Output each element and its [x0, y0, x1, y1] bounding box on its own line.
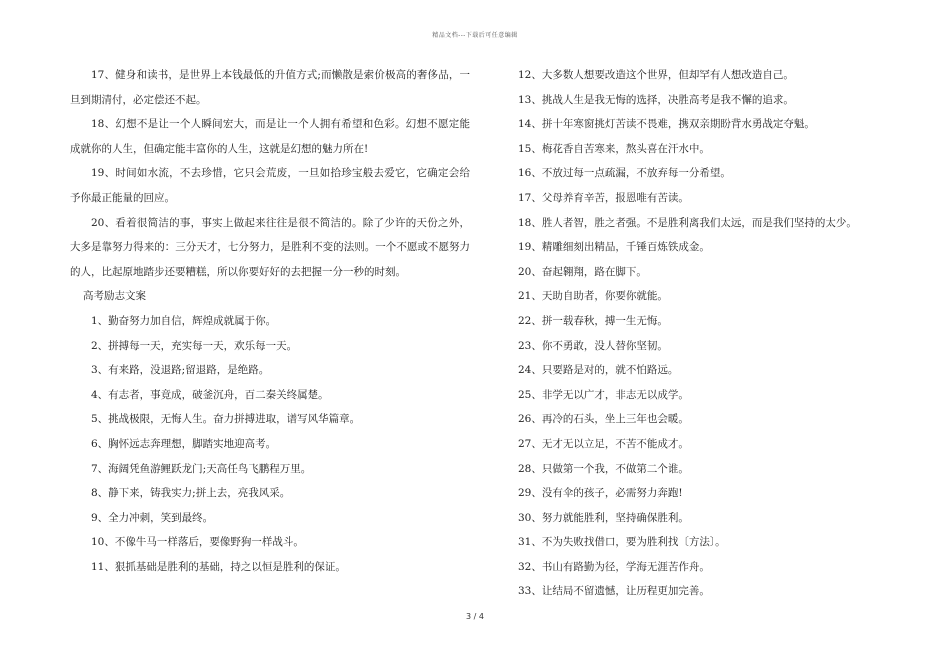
list-item: 32、书山有路勤为径，学海无涯苦作舟。: [518, 560, 710, 573]
list-item: 13、挑战人生是我无悔的选择，决胜高考是我不懈的追求。: [518, 93, 794, 106]
paragraph-19: 19、时间如水流，不去珍惜，它只会荒废，一旦如拾珍宝般去爱它，它确定会给予你最正能量的回应。: [70, 167, 470, 204]
list-item: 4、有志者，事竟成，破釜沉舟，百二秦关终属楚。: [91, 388, 329, 401]
list-item: 12、大多数人想要改造这个世界，但却罕有人想改造自己。: [518, 69, 794, 81]
list-item: 31、不为失败找借口，要为胜利找〔方法〕。: [518, 536, 726, 549]
list-item: 5、挑战极限，无悔人生。奋力拼搏进取，谱写风华篇章。: [91, 413, 361, 426]
page-number: 3 / 4: [466, 612, 484, 621]
list-item: 17、父母养育辛苦，报恩唯有苦读。: [518, 191, 689, 204]
list-item: 25、非学无以广才，非志无以成学。: [518, 388, 689, 401]
list-item: 6、胸怀远志奔理想，脚踏实地迎高考。: [91, 437, 277, 450]
list-item: 15、梅花香自苦寒来，熬头喜在汗水中。: [518, 142, 710, 155]
paragraph-17: 17、健身和读书，是世界上本钱最低的升值方式;而懒散是索价极高的奢侈品，一旦到期清付，必定偿还不起。: [70, 69, 470, 106]
list-item: 9、全力冲刺，笑到最终。: [91, 511, 214, 524]
list-item: 29、没有伞的孩子，必需努力奔跑!: [518, 487, 683, 500]
left-column: [70, 63, 470, 579]
list-item: 33、让结局不留遗憾，让历程更加完善。: [518, 585, 710, 598]
section-subheading: 高考励志文案: [83, 290, 146, 303]
list-item: 16、不放过每一点疏漏，不放弃每一分希望。: [518, 167, 731, 180]
page-header: 精品文档---下载后可任意编辑: [432, 32, 518, 39]
list-item: 26、再冷的石头，坐上三年也会暖。: [518, 413, 689, 426]
list-item: 28、只做第一个我，不做第二个谁。: [518, 462, 689, 475]
list-item: 1、勤奋努力加自信，辉煌成就属于你。: [91, 314, 277, 327]
list-item: 2、拼搏每一天，充实每一天，欢乐每一天。: [91, 339, 298, 352]
list-item: 3、有来路，没退路;留退路，是绝路。: [91, 364, 270, 377]
list-item: 22、拼一载春秋，搏一生无悔。: [518, 314, 668, 327]
paragraph-20: 20、看着很简洁的事，事实上做起来往往是很不简洁的。除了少许的天份之外，大多是靠努力得来的：三分天才，七分努力，是胜利不变的法则。一个不愿或不愿努力的人，比起原地踏步还要糟糕，所以你要好好的去把握一分一秒的时刻。: [70, 216, 470, 278]
list-item: 21、天助自助者，你要你就能。: [518, 290, 668, 303]
list-item: 19、精雕细刻出精品，千锤百炼铁成金。: [518, 241, 710, 254]
paragraph-18: 18、幻想不是让一个人瞬间宏大，而是让一个人拥有希望和色彩。幻想不愿定能成就你的人生，但确定能丰富你的人生，这就是幻想的魅力所在!: [70, 118, 470, 155]
list-item: 10、不像牛马一样落后，要像野狗一样战斗。: [91, 536, 304, 549]
list-item: 18、胜人者智，胜之者强。不是胜利离我们太远，而是我们坚持的太少。: [518, 216, 857, 229]
list-item: 11、狠抓基础是胜利的基础，持之以恒是胜利的保证。: [91, 560, 346, 573]
list-item: 20、奋起翱翔，路在脚下。: [518, 265, 647, 278]
list-item: 24、只要路是对的，就不怕路远。: [518, 364, 679, 377]
right-column: [497, 63, 897, 604]
list-item: 7、海阔凭鱼游鲤跃龙门;天高任鸟飞鹏程万里。: [91, 462, 312, 475]
list-item: 8、静下来，铸我实力;拼上去，亮我风采。: [91, 487, 291, 500]
list-item: 27、无才无以立足，不苦不能成才。: [518, 437, 689, 450]
list-item: 23、你不勇敢，没人替你坚韧。: [518, 339, 668, 352]
list-item: 14、拼十年寒窗挑灯苦读不畏难，携双亲期盼背水勇战定夺魁。: [518, 118, 815, 131]
list-item: 30、努力就能胜利，坚持确保胜利。: [518, 511, 689, 524]
